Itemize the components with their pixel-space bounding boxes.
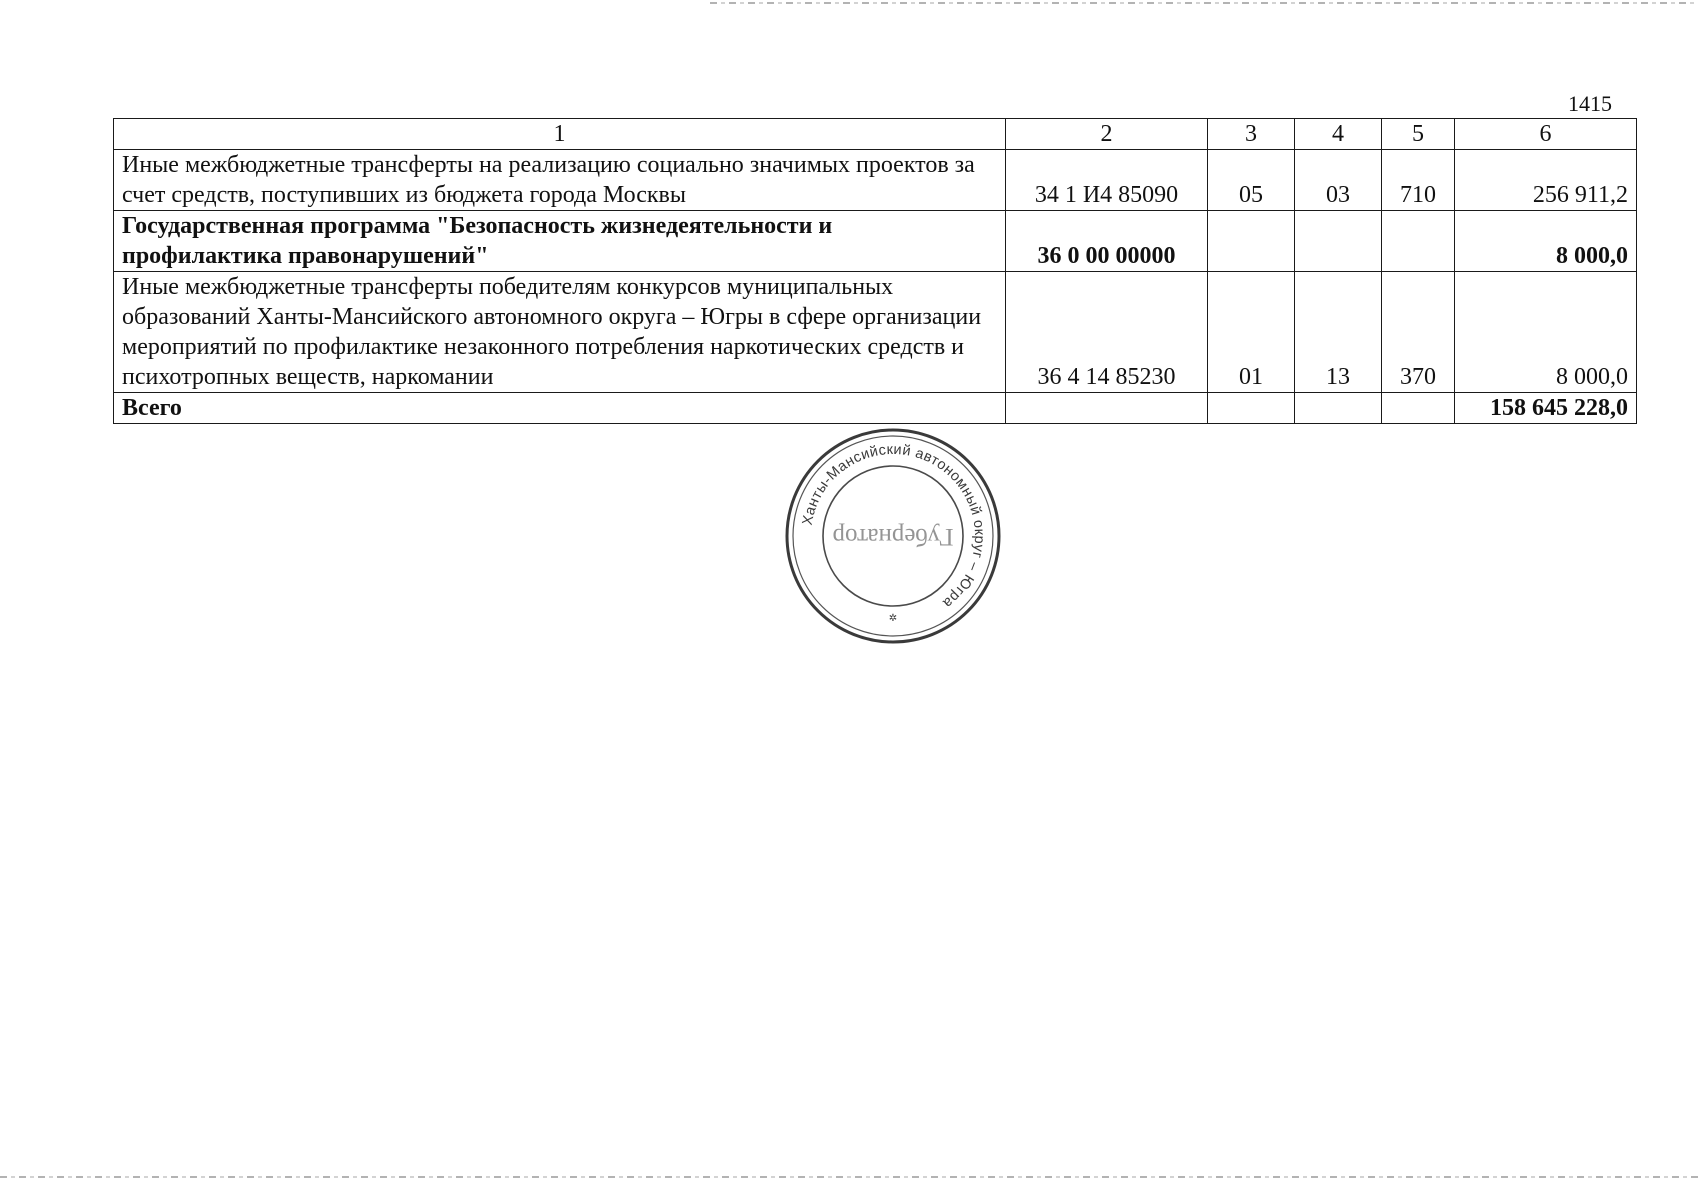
column-header-6: 6: [1455, 119, 1637, 150]
row-code: 34 1 И4 85090: [1006, 150, 1208, 211]
column-header-2: 2: [1006, 119, 1208, 150]
table-row: [114, 211, 1637, 272]
table-header-row: [114, 119, 1637, 150]
row-subsection: 13: [1295, 272, 1382, 393]
row-subsection: [1295, 393, 1382, 424]
page-number: 1415: [1568, 91, 1612, 116]
table-row: [114, 150, 1637, 211]
column-header-3: 3: [1208, 119, 1295, 150]
column-header-1: 1: [114, 119, 1006, 150]
total-label: Всего: [114, 393, 1006, 424]
seal-ring-text: Ханты-Мансийский автономный округ – Югра: [799, 441, 988, 612]
row-expense-type: 370: [1382, 272, 1455, 393]
row-sum: 256 911,2: [1455, 150, 1637, 211]
column-header-5: 5: [1382, 119, 1455, 150]
row-code: 36 4 14 85230: [1006, 272, 1208, 393]
row-expense-type: [1382, 211, 1455, 272]
row-section: [1208, 393, 1295, 424]
scan-artifact-bottom: [0, 1176, 1698, 1178]
table-total-row: [114, 393, 1637, 424]
seal-center-text: Губернатор: [832, 523, 954, 550]
budget-table: [113, 118, 1637, 424]
row-section: 01: [1208, 272, 1295, 393]
seal-bottom-mark: ✲: [888, 613, 898, 624]
row-expense-type: [1382, 393, 1455, 424]
row-name: Иные межбюджетные трансферты на реализацию социально значимых проектов за счет средств, поступивших из бюджета города Москвы: [114, 150, 1006, 211]
scan-artifact-top: [710, 2, 1698, 4]
table-row: [114, 272, 1637, 393]
row-code: 36 0 00 00000: [1006, 211, 1208, 272]
row-section: 05: [1208, 150, 1295, 211]
official-seal-stamp: [783, 425, 1003, 647]
row-sum: 8 000,0: [1455, 211, 1637, 272]
row-subsection: 03: [1295, 150, 1382, 211]
total-sum: 158 645 228,0: [1455, 393, 1637, 424]
row-name: Государственная программа "Безопасность жизнедеятельности и профилактика правонарушений": [114, 211, 1006, 272]
row-sum: 8 000,0: [1455, 272, 1637, 393]
row-code: [1006, 393, 1208, 424]
row-section: [1208, 211, 1295, 272]
row-subsection: [1295, 211, 1382, 272]
column-header-4: 4: [1295, 119, 1382, 150]
row-name: Иные межбюджетные трансферты победителям конкурсов муниципальных образований Ханты-Мансийского автономного округа – Югры в сфере организации мероприятий по профилактике незаконного потребления наркотических средств и психотропных веществ, наркомании: [114, 272, 1006, 393]
row-expense-type: 710: [1382, 150, 1455, 211]
